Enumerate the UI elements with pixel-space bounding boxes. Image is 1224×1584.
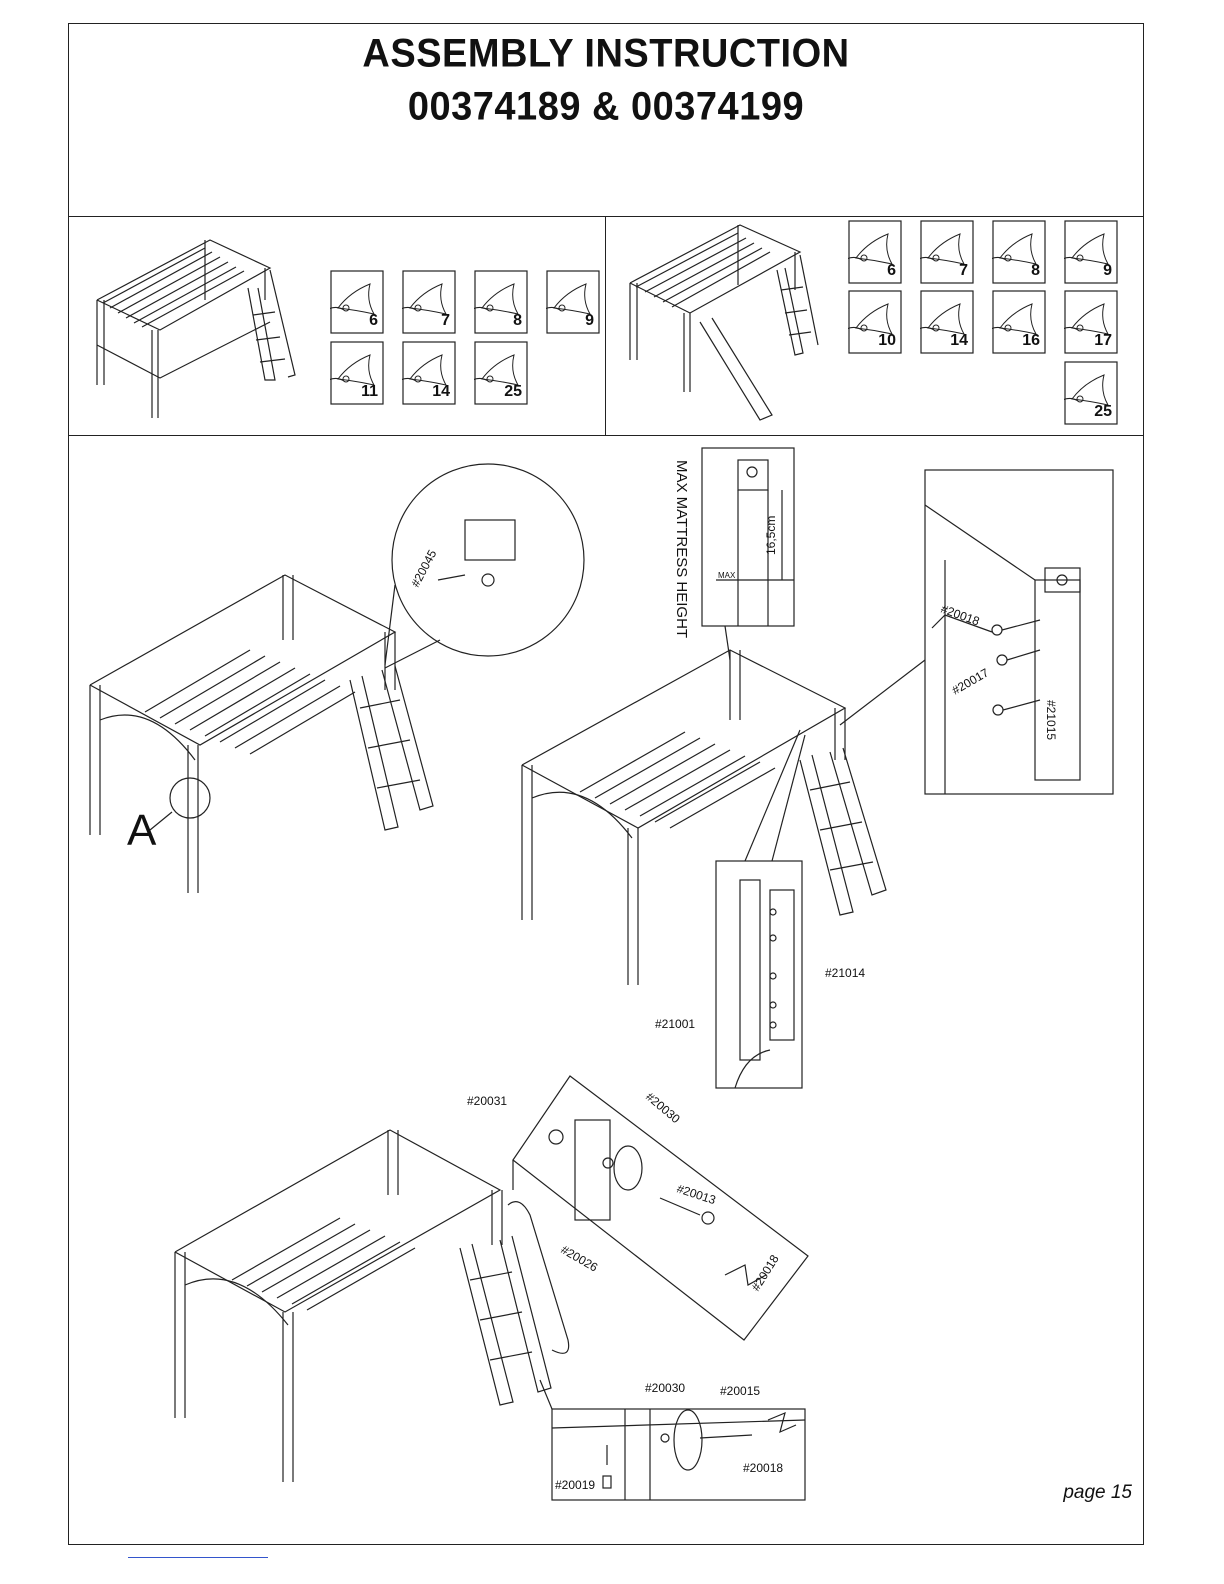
loft-bed-thumbnail-left — [97, 240, 295, 418]
dimension-label: 16,5cm — [764, 515, 778, 555]
page-ref-number: 7 — [959, 262, 968, 279]
loft-bed-step2 — [522, 650, 886, 985]
part-label-20018: #20018 — [938, 601, 982, 629]
loft-bed-step3 — [175, 1130, 569, 1482]
part-label-20018-foot: #20018 — [743, 1461, 784, 1475]
part-label-21014: #21014 — [825, 966, 866, 980]
page-ref-number: 7 — [441, 312, 450, 329]
part-label-20030-foot: #20030 — [645, 1381, 686, 1395]
detail-handrail-bracket — [513, 1076, 808, 1340]
page-ref-icon — [546, 270, 600, 334]
page-ref-number: 14 — [950, 332, 968, 349]
page-ref-number: 9 — [585, 312, 594, 329]
page-ref-icon — [1064, 220, 1118, 284]
page-ref-icon — [330, 341, 384, 405]
page-ref-number: 6 — [887, 262, 896, 279]
part-label-20013: #20013 — [675, 1181, 718, 1208]
page-ref-number: 25 — [504, 383, 522, 400]
detail-bracket-21015 — [840, 470, 1113, 794]
page-ref-icon — [330, 270, 384, 334]
page-ref-icon — [992, 290, 1046, 354]
part-label-20045: #20045 — [408, 547, 440, 590]
page-ref-number: 10 — [878, 332, 896, 349]
loft-bed-thumbnail-right — [630, 225, 818, 420]
page-ref-number: 9 — [1103, 262, 1112, 279]
page-ref-icon — [992, 220, 1046, 284]
page-ref-number: 16 — [1022, 332, 1040, 349]
page-ref-icon — [474, 270, 528, 334]
page-ref-icon — [848, 290, 902, 354]
part-label-20018-rail: #20018 — [748, 1252, 782, 1294]
page-title: ASSEMBLY INSTRUCTION — [362, 31, 850, 77]
page-ref-number: 25 — [1094, 403, 1112, 420]
part-label-20026: #20026 — [558, 1242, 601, 1275]
model-numbers: 00374189 & 00374199 — [407, 84, 805, 130]
detail-rail-21014 — [716, 730, 805, 1088]
detail-label-a: A — [127, 806, 157, 855]
part-label-20031: #20031 — [467, 1094, 508, 1108]
page-ref-icon — [848, 220, 902, 284]
footer-underline — [128, 1557, 268, 1558]
page-ref-number: 11 — [361, 383, 378, 400]
detail-max-mattress-height — [702, 448, 794, 660]
page-ref-number: 8 — [1031, 262, 1040, 279]
page-ref-number: 6 — [369, 312, 378, 329]
part-label-21015: #21015 — [1044, 700, 1058, 741]
part-label-20030: #20030 — [643, 1089, 683, 1127]
detail-circle-20045 — [385, 464, 584, 668]
page-ref-icon — [402, 270, 456, 334]
page-ref-icon — [920, 290, 974, 354]
max-mattress-height-label: MAX MATTRESS HEIGHT — [673, 460, 690, 639]
page-ref-icon — [474, 341, 528, 405]
part-label-20015: #20015 — [720, 1384, 761, 1398]
max-tag: MAX — [718, 571, 736, 580]
part-label-20019: #20019 — [555, 1478, 596, 1492]
page-ref-icon — [1064, 361, 1118, 425]
page-ref-number: 17 — [1094, 332, 1112, 349]
page-ref-icon — [1064, 290, 1118, 354]
page-ref-icon — [920, 220, 974, 284]
part-label-20017: #20017 — [949, 665, 992, 698]
page-ref-icon — [402, 341, 456, 405]
page-ref-number: 14 — [432, 383, 450, 400]
part-label-21001: #21001 — [655, 1017, 696, 1031]
page-number: page 15 — [1063, 1482, 1132, 1503]
page-ref-number: 8 — [513, 312, 522, 329]
